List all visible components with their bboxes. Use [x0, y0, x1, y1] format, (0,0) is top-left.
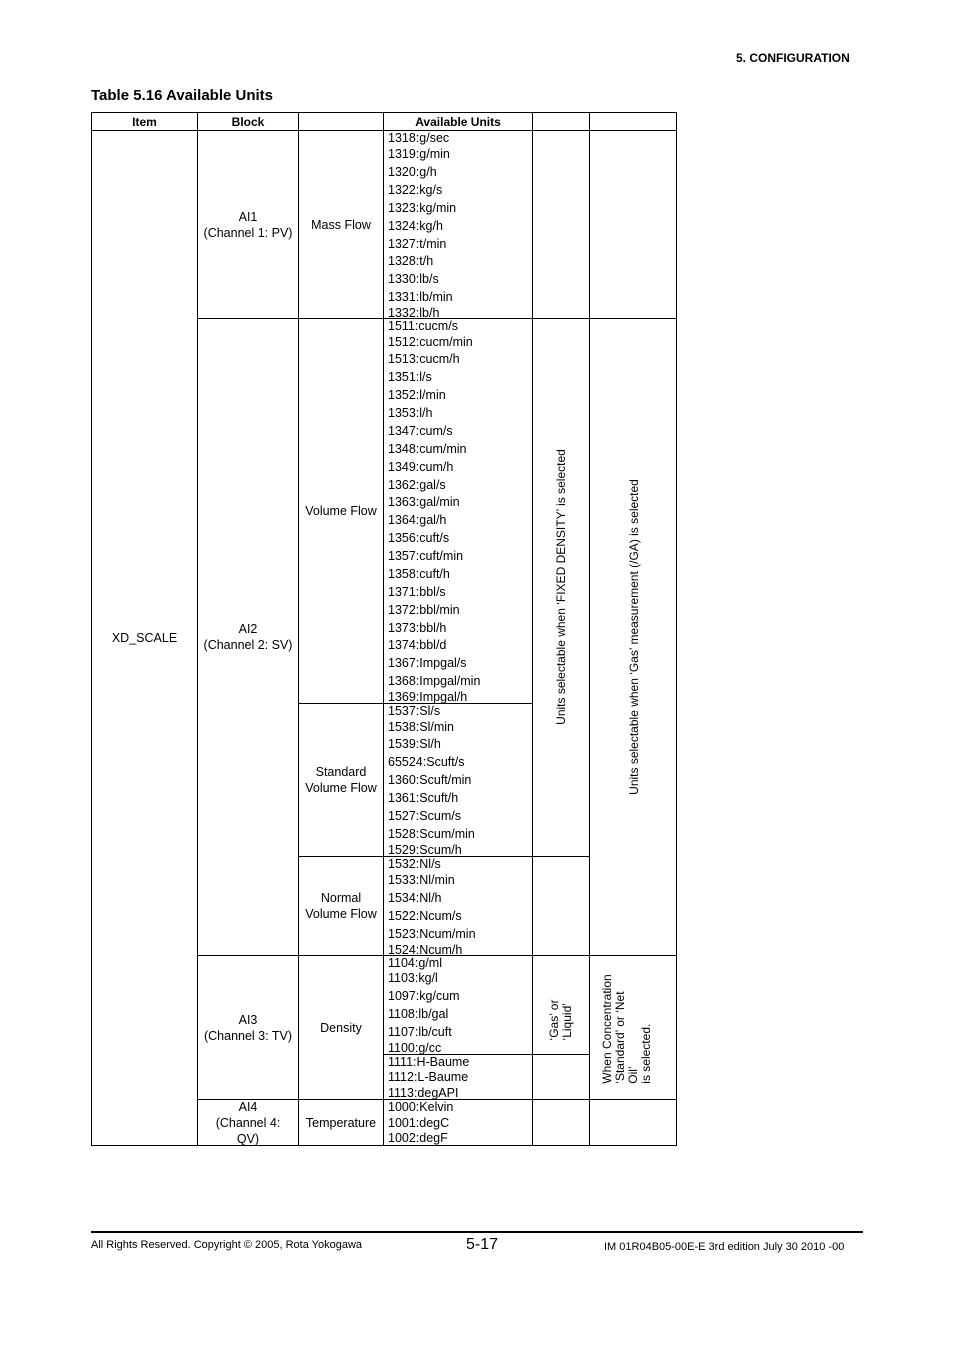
block-ai4: AI4 (Channel 4: QV): [197, 1099, 299, 1146]
unit-entry: 1356:cuft/s: [388, 531, 450, 545]
block-ai3: AI3 (Channel 3: TV): [197, 955, 299, 1100]
note2-gas-measurement-cell: [589, 318, 677, 956]
footer-doc-id: IM 01R04B05-00E-E 3rd edition July 30 2010 -00: [604, 1241, 845, 1253]
unit-entry: 1332:lb/h: [388, 306, 440, 320]
unit-entry: 1369:Impgal/h: [388, 690, 468, 704]
unit-entry: 1320:g/h: [388, 165, 437, 179]
unit-entry: 1537:Sl/s: [388, 704, 441, 718]
type-volume-flow: Volume Flow: [298, 318, 384, 704]
unit-entry: 1347:cum/s: [388, 424, 453, 438]
type-standard-volume-flow: Standard Volume Flow: [298, 703, 384, 857]
header-item: Item: [91, 112, 198, 131]
footer-page-number: 5-17: [466, 1236, 499, 1253]
unit-entry: 1527:Scum/s: [388, 809, 461, 823]
unit-entry: 1324:kg/h: [388, 219, 443, 233]
note1-gas-or-liquid-cell: [532, 955, 590, 1055]
units-volume-flow: [383, 318, 533, 704]
header-type: [298, 112, 384, 131]
block-ai1: AI1 (Channel 1: PV): [197, 130, 299, 319]
unit-entry: 1327:t/min: [388, 237, 447, 251]
note-gas-measurement: Units selectable when ‘Gas’ measurement (/GA) is selected: [627, 479, 641, 795]
unit-entry: 1371:bbl/s: [388, 585, 446, 599]
block-ai2: AI2 (Channel 2: SV): [197, 318, 299, 956]
unit-entry: 1539:Sl/h: [388, 737, 441, 751]
note1-baume: [532, 1054, 590, 1100]
table-title: Table 5.16 Available Units: [91, 87, 274, 104]
unit-entry: 1363:gal/min: [388, 495, 460, 509]
header-note-1: [532, 112, 590, 131]
unit-entry: 1357:cuft/min: [388, 549, 464, 563]
note1-fixed-density-cell: [532, 318, 590, 857]
unit-entry: 1368:Impgal/min: [388, 674, 481, 688]
unit-entry: 1104:g/ml: [388, 956, 442, 970]
unit-entry: 1328:t/h: [388, 254, 434, 268]
footer-copyright: All Rights Reserved. Copyright © 2005, Rota Yokogawa: [91, 1239, 363, 1251]
unit-entry: 1367:Impgal/s: [388, 656, 467, 670]
note-fixed-density: Units selectable when ‘FIXED DENSITY’ is selected: [554, 449, 568, 725]
unit-entry: 1512:cucm/min: [388, 335, 473, 349]
unit-entry: 1107:lb/cuft: [388, 1025, 452, 1039]
unit-entry: 65524:Scuft/s: [388, 755, 465, 769]
note1-mass-flow: [532, 130, 590, 319]
unit-entry: 1372:bbl/min: [388, 603, 460, 617]
unit-entry: 1523:Ncum/min: [388, 927, 476, 941]
unit-entry: 1511:cucm/s: [388, 319, 458, 333]
item-xd-scale: XD_SCALE: [91, 130, 198, 1146]
unit-entry: 1362:gal/s: [388, 478, 446, 492]
unit-entry: 1348:cum/min: [388, 442, 467, 456]
unit-entry: 1528:Scum/min: [388, 827, 475, 841]
unit-entry: 1323:kg/min: [388, 201, 457, 215]
note2-concentration-cell: [589, 955, 677, 1100]
unit-entry: 1522:Ncum/s: [388, 909, 462, 923]
note2-temperature: [589, 1099, 677, 1146]
type-normal-volume-flow: Normal Volume Flow: [298, 856, 384, 956]
unit-entry: 1364:gal/h: [388, 513, 447, 527]
units-standard-volume-flow: [383, 703, 533, 857]
unit-entry: 1532:Nl/s: [388, 857, 441, 871]
unit-entry: 1358:cuft/h: [388, 567, 450, 581]
units-mass-flow: [383, 130, 533, 319]
unit-entry: 1001:degC: [388, 1116, 450, 1130]
unit-entry: 1108:lb/gal: [388, 1007, 449, 1021]
note-gas-or-liquid: ‘Gas’ or ‘Liquid’: [547, 999, 574, 1041]
note1-normal-volume-flow: [532, 856, 590, 956]
type-temperature: Temperature: [298, 1099, 384, 1146]
unit-entry: 1351:l/s: [388, 370, 432, 384]
header-block: Block: [197, 112, 299, 131]
units-density-baume: [383, 1054, 533, 1100]
footer-rule: [91, 1231, 863, 1233]
type-mass-flow: Mass Flow: [298, 130, 384, 319]
unit-entry: 1538:Sl/min: [388, 720, 455, 734]
unit-entry: 1100:g/cc: [388, 1041, 442, 1055]
unit-entry: 1353:l/h: [388, 406, 433, 420]
units-temperature: [383, 1099, 533, 1146]
unit-entry: 1097:kg/cum: [388, 989, 460, 1003]
note-concentration: When Concentration ‘Standard’ or ‘Net Oil’ is selected.: [600, 974, 653, 1084]
unit-entry: 1112:L-Baume: [388, 1070, 469, 1084]
note1-temperature: [532, 1099, 590, 1146]
units-normal-volume-flow: [383, 856, 533, 956]
unit-entry: 1349:cum/h: [388, 460, 454, 474]
unit-entry: 1330:lb/s: [388, 272, 439, 286]
unit-entry: 1103:kg/l: [388, 971, 438, 985]
type-density: Density: [298, 955, 384, 1100]
unit-entry: 1331:lb/min: [388, 290, 453, 304]
unit-entry: 1513:cucm/h: [388, 352, 460, 366]
unit-entry: 1533:Nl/min: [388, 873, 455, 887]
unit-entry: 1002:degF: [388, 1131, 448, 1145]
header-note-2: [589, 112, 677, 131]
unit-entry: 1319:g/min: [388, 147, 450, 161]
unit-entry: 1322:kg/s: [388, 183, 443, 197]
header-units: Available Units: [383, 112, 533, 131]
unit-entry: 1360:Scuft/min: [388, 773, 472, 787]
unit-entry: 1352:l/min: [388, 388, 446, 402]
unit-entry: 1374:bbl/d: [388, 638, 447, 652]
note2-mass-flow: [589, 130, 677, 319]
unit-entry: 1113:degAPI: [388, 1086, 459, 1100]
unit-entry: 1361:Scuft/h: [388, 791, 459, 805]
unit-entry: 1373:bbl/h: [388, 621, 447, 635]
section-header: 5. CONFIGURATION: [736, 51, 850, 65]
unit-entry: 1318:g/sec: [388, 131, 450, 145]
units-density: [383, 955, 533, 1055]
unit-entry: 1111:H-Baume: [388, 1055, 470, 1069]
unit-entry: 1534:Nl/h: [388, 891, 442, 905]
unit-entry: 1000:Kelvin: [388, 1100, 454, 1114]
unit-entry: 1524:Ncum/h: [388, 943, 463, 957]
unit-entry: 1529:Scum/h: [388, 843, 462, 857]
